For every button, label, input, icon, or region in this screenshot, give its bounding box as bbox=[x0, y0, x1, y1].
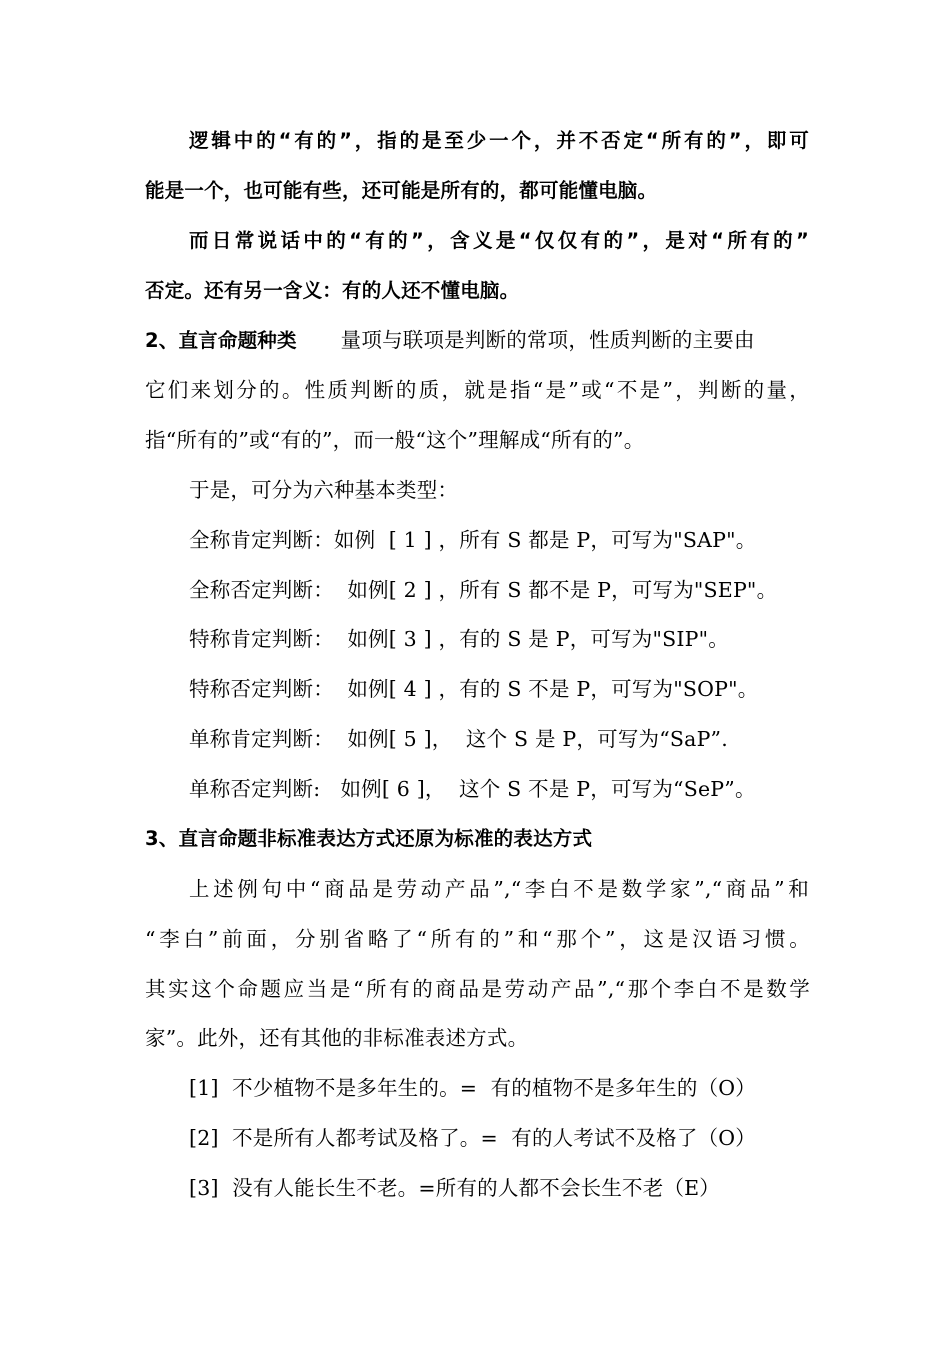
section-2-line-1-text: 量项与联项是判断的常项，性质判断的主要由 bbox=[340, 328, 755, 352]
section-2-line-1 bbox=[145, 327, 810, 354]
section-3-para-line-3: 其实这个命题应当是“所有的商品是劳动产品”,“那个李白不是数学 bbox=[145, 977, 810, 1001]
section-3-para-line-2: “李白”前面，分别省略了“所有的”和“那个”，这是汉语习惯。 bbox=[145, 927, 810, 951]
section-2-line-3: 指“所有的”或“有的”，而一般“这个”理解成“所有的”。 bbox=[145, 428, 645, 452]
judgment-type-4: 特称否定判断： 如例[ 4 ] ，有的 S 不是 P，可写为"SOP"。 bbox=[189, 677, 759, 701]
example-2: [2] 不是所有人都考试及格了。= 有的人考试不及格了（O） bbox=[189, 1126, 756, 1150]
judgment-type-2: 全称否定判断： 如例[ 2 ] ，所有 S 都不是 P，可写为"SEP"。 bbox=[189, 578, 778, 602]
section-2-heading: 2、直言命题种类 bbox=[145, 329, 297, 352]
example-1: [1] 不少植物不是多年生的。= 有的植物不是多年生的（O） bbox=[189, 1076, 756, 1100]
section-3-heading: 3、直言命题非标准表达方式还原为标准的表达方式 bbox=[145, 827, 593, 850]
judgment-type-3: 特称肯定判断： 如例[ 3 ] ，有的 S 是 P，可写为"SIP"。 bbox=[189, 627, 729, 651]
paragraph-2-line-1: 而日常说话中的“有的”，含义是“仅仅有的”，是对“所有的” bbox=[189, 229, 809, 252]
example-3: [3] 没有人能长生不老。=所有的人都不会长生不老（E） bbox=[189, 1176, 721, 1200]
judgment-type-5: 单称肯定判断： 如例[ 5 ]， 这个 S 是 P，可写为“SaP”. bbox=[189, 727, 728, 751]
judgment-type-6: 单称否定判断: 如例[ 6 ]， 这个 S 不是 P，可写为“SeP”。 bbox=[189, 777, 756, 801]
paragraph-1-line-2: 能是一个，也可能有些，还可能是所有的，都可能懂电脑。 bbox=[145, 179, 658, 202]
section-3-para-line-4: 家”。此外，还有其他的非标准表述方式。 bbox=[145, 1026, 529, 1050]
section-3-para-line-1: 上述例句中“商品是劳动产品”,“李白不是数学家”,“商品”和 bbox=[189, 877, 809, 901]
section-2-intro: 于是，可分为六种基本类型： bbox=[189, 478, 459, 502]
judgment-type-1: 全称肯定判断：如例 [ 1 ] ，所有 S 都是 P，可写为"SAP"。 bbox=[189, 528, 757, 552]
paragraph-1-line-1: 逻辑中的“有的”，指的是至少一个，并不否定“所有的”，即可 bbox=[189, 129, 809, 152]
paragraph-2-line-2: 否定。还有另一含义：有的人还不懂电脑。 bbox=[145, 279, 520, 302]
section-2-line-2: 它们来划分的。性质判断的质，就是指“是”或“不是”，判断的量， bbox=[145, 378, 810, 402]
